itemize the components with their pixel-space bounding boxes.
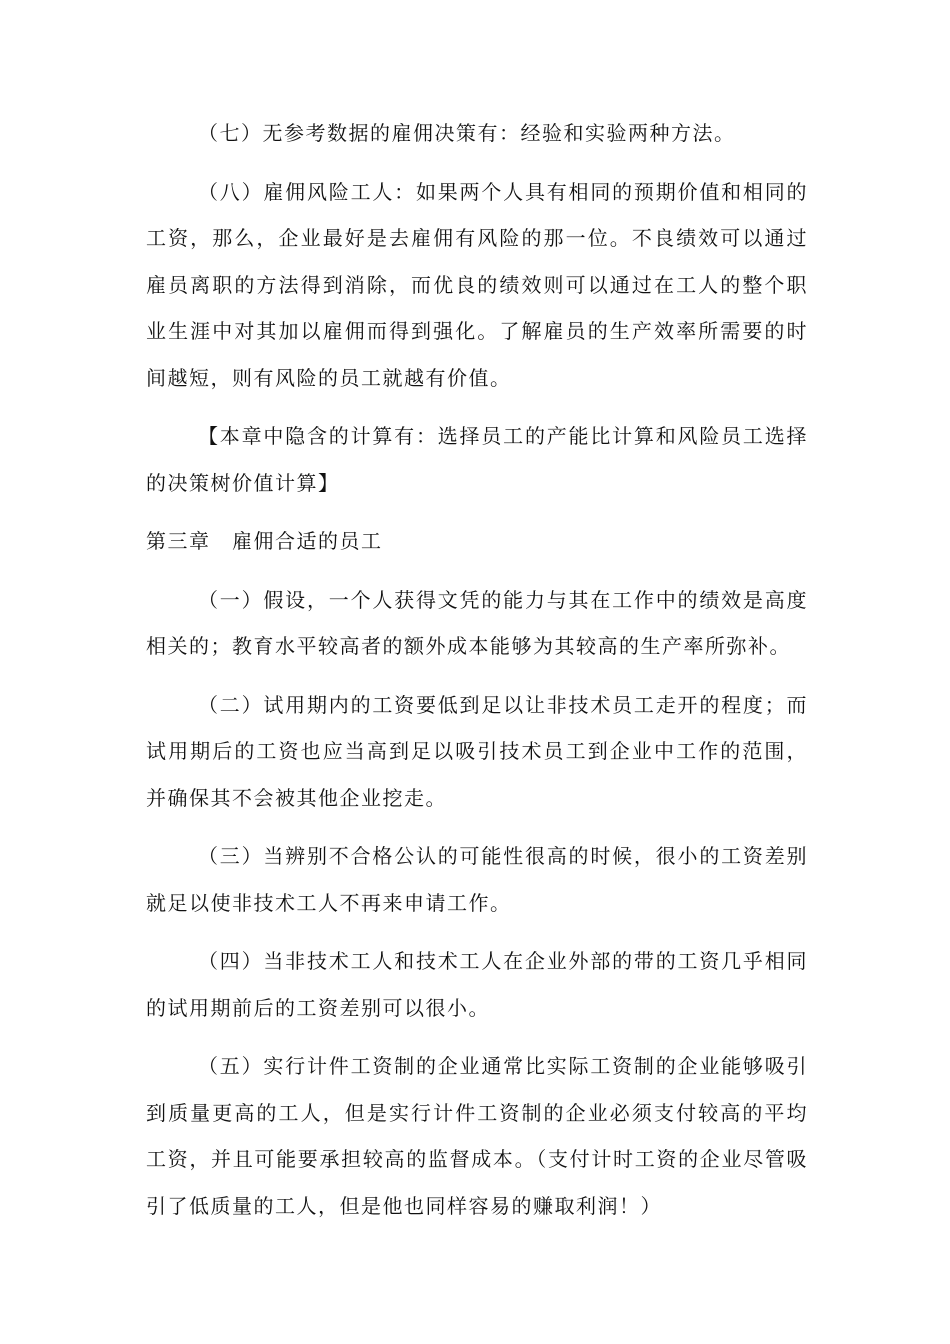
chapter-item-4: （四）当非技术工人和技术工人在企业外部的带的工资几乎相同的试用期前后的工资差别可以很小。 — [146, 949, 808, 1020]
chapter-item-1: （一）假设，一个人获得文凭的能力与其在工作中的绩效是高度相关的；教育水平较高者的额外成本能够为其较高的生产率所弥补。 — [146, 587, 808, 658]
chapter-item-3: （三）当辨别不合格公认的可能性很高的时候，很小的工资差别就足以使非技术工人不再来申请工作。 — [146, 844, 808, 915]
paragraph-8: （八）雇佣风险工人：如果两个人具有相同的预期价值和相同的工资，那么，企业最好是去雇佣有风险的那一位。不良绩效可以通过雇员离职的方法得到消除，而优良的绩效则可以通过在工人的整个职业生涯中对其加以雇佣而得到强化。了解雇员的生产效率所需要的时间越短，则有风险的员工就越有价值。 — [146, 179, 808, 390]
chapter-calculation-note: 【本章中隐含的计算有：选择员工的产能比计算和风险员工选择的决策树价值计算】 — [146, 424, 808, 495]
chapter-item-5: （五）实行计件工资制的企业通常比实际工资制的企业能够吸引到质量更高的工人，但是实行计件工资制的企业必须支付较高的平均工资，并且可能要承担较高的监督成本。（支付计时工资的企业尽管吸引了低质量的工人，但是他也同样容易的赚取利润！） — [146, 1054, 808, 1218]
paragraph-7: （七）无参考数据的雇佣决策有：经验和实验两种方法。 — [198, 121, 736, 145]
document-page — [146, 110, 808, 1241]
chapter-title: 第三章 雇佣合适的员工 — [146, 529, 383, 553]
chapter-item-2: （二）试用期内的工资要低到足以让非技术员工走开的程度；而试用期后的工资也应当高到足以吸引技术员工到企业中工作的范围，并确保其不会被其他企业挖走。 — [146, 692, 808, 810]
